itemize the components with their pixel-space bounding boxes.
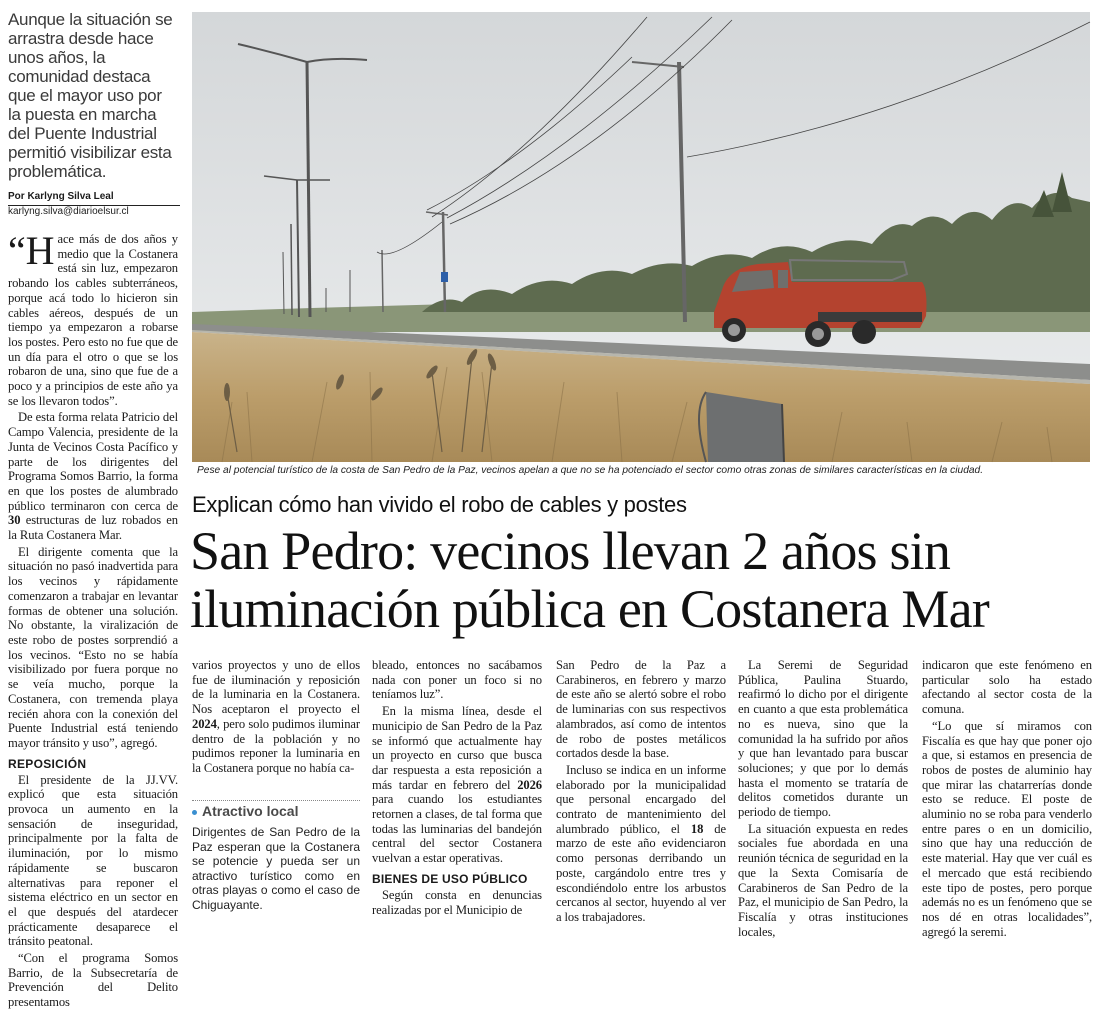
headline-line-1: San Pedro: vecinos llevan 2 años sin <box>190 521 951 581</box>
paragraph: bleado, entonces no sacábamos nada con poner un foco si no teníamos luz”. <box>372 658 542 702</box>
paragraph: varios proyectos y uno de ellos fue de iluminación y reposición de la luminaria en la Costanera. Nos aceptaron el proyecto el 2024, pero solo pudimos iluminar dentro de la población y no pudimos reponer la luminaria en la Costanera porque no había ca- <box>192 658 360 775</box>
photo-caption: Pese al potencial turístico de la costa de San Pedro de la Paz, vecinos apelan a que no se ha potenciado el sector como otras zonas de similares características en la ciudad. <box>197 465 984 476</box>
article-photo <box>192 12 1090 462</box>
paragraph: “Lo que sí miramos con Fiscalía es que hay que poner ojo a que, si estamos en presencia de robos de postes de aluminio hay que mirar las chatarrerías donde esto se reduce. El poste de aluminio no se roba para venderlo entre pares o en un domicilio, sino que hay una reducción de este material. Hay que ver cuál es el mercado que está recibiendo este tipo de postes, pero porque además no es un fenómeno que se nos dé en otras localidades”, agregó la seremi. <box>922 718 1092 939</box>
article-column-4 <box>556 658 726 924</box>
paragraph: La situación expuesta en redes sociales fue abordada en una reunión técnica de seguridad en la que la Sexta Comisaría de Carabineros de San Pedro de la Paz, el municipio de San Pedro, la Fiscalía y otras instituciones locales, <box>738 821 908 939</box>
article-column-1 <box>8 228 178 1010</box>
section-heading: REPOSICIÓN <box>8 756 87 771</box>
road-photo-illustration <box>192 12 1090 462</box>
paragraph: Según consta en denuncias realizadas por el Municipio de <box>372 887 542 917</box>
headline-line-2: iluminación pública en Costanera Mar <box>190 579 989 639</box>
paragraph: indicaron que este fenómeno en particular solo ha estado afectando al sector costa de la comuna. <box>922 658 1092 717</box>
section-heading: BIENES DE USO PÚBLICO <box>372 871 528 886</box>
drop-quote: “H <box>8 228 55 273</box>
byline-prefix: Por <box>8 191 25 202</box>
kicker-headline: Explican cómo han vivido el robo de cables y postes <box>192 492 687 517</box>
paragraph: De esta forma relata Patricio del Campo Valencia, presidente de la Junta de Vecinos Costa Pacífico y parte de los dirigentes del Programa Somos Barrio, la forma en que los postes de alumbrado público terminaron con cerca de 30 estructuras de luz robados en la Ruta Costanera Mar. <box>8 410 178 543</box>
paragraph: Incluso se indica en un informe elaborado por la municipalidad que personal encargado del contrato de mantenimiento del alumbrado público, el 18 de marzo de este año evidenciaron como personas derribando un poste, cargándolo entre tres y escondiéndolo entre los arbustos cercanos al sector, huyendo al ver a los trabajadores. <box>556 762 726 924</box>
paragraph: “Con el programa Somos Barrio, de la Subsecretaría de Prevención del Delito presentamos <box>8 951 178 1010</box>
paragraph: San Pedro de la Paz a Carabineros, en febrero y marzo de este año se alertó sobre el robo de luminarias con sus respectivos alambrados, así como de intentos de robo de postes metálicos cortados desde la base. <box>556 658 726 761</box>
main-headline <box>190 522 1095 638</box>
paragraph: El dirigente comenta que la situación no pasó inadvertida para los vecinos y rápidamente comenzaron a trabajar en levantar formas de obtener una solución. No obstante, la viralización de este robo de postes sorprendió a los vecinos. “Esto no se había visibilizado por fuera porque no se veía mucho, porque la Costanera, con tremenda playa recién ahora con la conexión del Puente Industrial está teniendo mayor tránsito y uso”, agregó. <box>8 544 178 750</box>
byline <box>8 190 180 206</box>
article-column-5 <box>738 658 908 939</box>
lede-summary: Aunque la situación se arrastra desde hace unos años, la comunidad destaca que el mayor uso por la puesta en marcha del Puente Industrial permitió visibilizar esta problemática. <box>8 10 173 181</box>
paragraph: La Seremi de Seguridad Pública, Paulina Stuardo, reafirmó lo dicho por el dirigente en cuanto a que esta problemática no es nueva, sino que la comunidad la ha sufrido por años y que han levantado para buscar soluciones; y que por lo demás hasta el momento se trataría de delitos cometidos durante un periodo de tiempo. <box>738 658 908 820</box>
bullet-dot-icon <box>192 810 197 815</box>
broken-pole-stump <box>699 392 784 462</box>
box-title: Atractivo local <box>192 800 360 819</box>
sidebar-box <box>192 800 360 920</box>
author-email[interactable]: karlyng.silva@diarioelsur.cl <box>8 206 129 217</box>
box-text: Dirigentes de San Pedro de la Paz esperan que la Costanera se potencie y pueda ser un atractivo turístico como en otras playas o como el caso de Chiguayante. <box>192 825 360 912</box>
byline-author: Karlyng Silva Leal <box>27 191 114 202</box>
paragraph: “Hace más de dos años y medio que la Costanera está sin luz, empezaron robando los cables subterráneos, porque acá todo lo hicieron sin cables aéreos, después de un tiempo ya empezaron a robarse los postes. Pero esto no fue que de un día para el otro o que se los robaron de una, sino que fue de a poco y a principios de este año ya se los llevaron todos”. <box>8 228 178 408</box>
paragraph: El presidente de la JJ.VV. explicó que esta situación provoca un aumento en la sensación de inseguridad, principalmente por la falta de iluminación, por lo mismo rápidamente se buscaron alternativas para reponer el sistema eléctrico en un sector en el que después del atardecer prácticamente desaparece el tránsito peatonal. <box>8 772 178 949</box>
paragraph: En la misma línea, desde el municipio de San Pedro de la Paz se informó que actualmente hay un proyecto en curso que busca dar respuesta a esta reposición a más tardar en febrero del 2026 para cuando los estudiantes retornen a clases, de tal forma que todas las luminarias del bandejón central del sector Costanera vuelvan a estar operativas. <box>372 704 542 866</box>
article-column-6 <box>922 658 1092 939</box>
article-column-3 <box>372 658 542 920</box>
